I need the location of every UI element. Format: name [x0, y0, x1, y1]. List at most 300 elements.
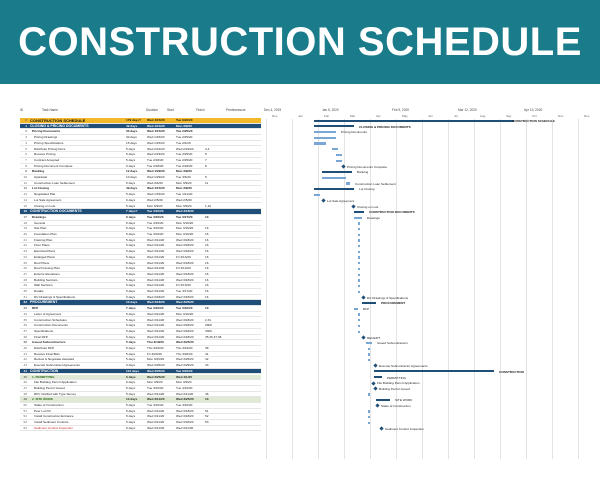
gantt-milestone[interactable] — [373, 364, 377, 368]
task-name: Foundation Plan — [34, 232, 57, 236]
gantt-milestone[interactable] — [341, 164, 345, 168]
task-id: 53 — [23, 420, 27, 425]
gantt-bar-label: CONSTRUCTION DOCUMENTS — [369, 210, 415, 215]
task-start: Wed 1/15/20 — [147, 123, 165, 128]
task-name: Letter of Agreement — [34, 311, 62, 316]
task-predecessors: 43 — [205, 363, 209, 368]
task-finish: Mon 3/16/20 — [176, 226, 194, 231]
task-start: Wed 3/11/20 — [147, 254, 165, 259]
task-finish: Thu 3/19/20 — [176, 346, 193, 350]
task-finish: Mon 3/9/20 — [176, 180, 192, 185]
task-name: RFP — [32, 306, 39, 311]
task-finish: Wed 3/18/20 — [176, 243, 194, 248]
task-name: Electrical Plans — [34, 249, 56, 254]
task-id: 45 — [23, 374, 27, 379]
task-duration: 5 days — [126, 260, 136, 265]
task-duration: 0 days — [126, 163, 136, 168]
gantt-bar[interactable] — [368, 416, 370, 418]
task-start: Wed 2/12/20 — [147, 146, 165, 151]
gantt-summary-bar[interactable] — [374, 376, 382, 378]
task-duration: 0 days — [126, 380, 136, 385]
task-duration: 179 days? — [126, 118, 141, 122]
task-id: 29 — [23, 283, 27, 288]
task-duration: 7 days? — [126, 209, 138, 214]
header-finish[interactable]: Finish — [196, 108, 205, 112]
timeline-month: Feb — [324, 114, 330, 118]
header-predecessors[interactable]: Predecessors — [226, 108, 246, 112]
task-duration: 5 days — [126, 351, 136, 356]
gantt-bar[interactable] — [314, 142, 326, 144]
gantt-bar-label: PERMITTING — [387, 375, 407, 380]
task-id: 4 — [25, 140, 27, 145]
task-name: CONSTRUCTION SCHEDULE — [30, 118, 86, 123]
task-finish: Wed 4/1/20 — [176, 374, 192, 379]
task-name: Enlarged Plans — [34, 254, 55, 259]
task-start: Mon 3/23/20 — [147, 357, 165, 362]
timeline-month: Sep — [506, 114, 512, 118]
gantt-milestone[interactable] — [379, 426, 383, 430]
task-start: Tue 2/18/20 — [147, 157, 164, 162]
gantt-summary-bar[interactable] — [376, 399, 390, 401]
task-start: Tue 3/10/20 — [147, 209, 164, 214]
gantt-bar[interactable] — [358, 279, 360, 281]
task-name: Floor Plans — [34, 243, 50, 248]
task-id: 7 — [25, 157, 27, 162]
task-start: Wed 3/11/20 — [147, 414, 165, 419]
task-duration: 5 days — [126, 323, 136, 328]
task-name: Construction Documents — [34, 323, 68, 328]
task-name: RFC Notified with Type Survey — [34, 391, 77, 396]
task-start: Wed 3/11/20 — [147, 271, 165, 276]
task-start: Wed 3/11/20 — [147, 323, 165, 328]
task-id: 24 — [23, 254, 27, 259]
task-name: Building Permit Issued — [34, 385, 65, 390]
task-name: Install Construction Entrance — [34, 414, 74, 419]
task-finish: Mon 3/16/20 — [176, 311, 194, 316]
task-finish: Tue 3/10/20 — [176, 403, 193, 407]
task-predecessors: 16 — [205, 249, 209, 254]
task-start: Tue 3/10/20 — [147, 306, 164, 311]
task-id: 22 — [23, 243, 27, 248]
task-start: Thu 3/19/20 — [147, 340, 164, 345]
task-name: Distribute RFP — [34, 346, 55, 350]
banner-title: CONSTRUCTION SCHEDULE — [18, 19, 582, 64]
gantt-bar[interactable] — [358, 285, 360, 287]
task-id: 36 — [23, 323, 27, 328]
task-finish: Wed 3/18/20 — [176, 260, 194, 265]
gantt-milestone[interactable] — [351, 204, 355, 208]
task-start: Wed 3/18/20 — [147, 300, 165, 305]
task-duration: 6 days — [126, 214, 136, 219]
gantt-bar[interactable] — [368, 422, 370, 424]
gantt-bar[interactable] — [358, 234, 360, 236]
task-finish: Wed 3/18/20 — [176, 294, 194, 299]
task-finish: Mon 3/9/20 — [176, 123, 192, 128]
task-id: 26 — [23, 266, 27, 271]
task-start: Wed 3/11/20 — [147, 277, 165, 282]
task-id: 21 — [23, 237, 27, 242]
timeline-date: Jan 5, 2020 — [322, 108, 339, 112]
gantt-bar[interactable] — [358, 268, 360, 270]
task-duration: 5 days — [126, 346, 136, 350]
task-id: 0 — [25, 118, 27, 122]
task-id: 52 — [23, 414, 27, 419]
task-predecessors: 2,31 — [205, 317, 212, 322]
task-name: Negotiated Plat — [34, 192, 56, 197]
gantt-summary-bar[interactable] — [322, 171, 352, 173]
task-predecessors: 16 — [205, 243, 209, 248]
task-duration: 5 days — [126, 146, 136, 151]
task-id: 14 — [23, 197, 27, 202]
gantt-bar[interactable] — [332, 148, 338, 150]
task-name: Specifications — [34, 328, 54, 333]
task-predecessors: 33FF — [205, 323, 213, 328]
task-predecessors: 5 — [205, 152, 207, 157]
gantt-bar[interactable] — [336, 160, 342, 162]
header-duration[interactable]: Duration — [146, 108, 159, 112]
gantt-bar-label: Closing on Lots — [357, 204, 379, 209]
task-name: General — [34, 220, 46, 225]
task-name: Execute Subcontract Agreements — [34, 363, 80, 368]
gantt-summary-bar[interactable] — [314, 125, 354, 127]
gantt-milestone[interactable] — [375, 404, 379, 408]
gantt-bar[interactable] — [346, 182, 350, 184]
task-id: 2 — [25, 129, 27, 134]
gantt-bar[interactable] — [354, 217, 362, 219]
task-predecessors: 5 — [205, 175, 207, 179]
title-banner — [0, 0, 600, 84]
task-start: Wed 3/11/20 — [147, 311, 165, 316]
task-name: File Building Permit Application — [34, 380, 77, 385]
task-id: 39 — [23, 340, 27, 345]
task-start: Tue 3/10/20 — [147, 226, 164, 231]
task-id: 10 — [23, 175, 27, 179]
task-duration: 5 days — [126, 385, 136, 390]
task-id: 50 — [23, 403, 27, 407]
gantt-bar[interactable] — [358, 228, 360, 230]
task-predecessors: 16 — [205, 283, 209, 288]
task-finish: Tue 3/3/20 — [176, 175, 191, 179]
task-name: Roof Framing Plan — [34, 266, 60, 271]
task-row[interactable] — [20, 426, 261, 432]
task-id: 23 — [23, 249, 27, 254]
task-duration: 5 days — [126, 232, 136, 236]
gantt-bar-label: Execute Subcontractor Agreements — [379, 364, 428, 369]
task-id: 43 — [23, 363, 27, 368]
gantt-bar[interactable] — [322, 177, 346, 179]
task-id: 30 — [23, 289, 27, 293]
gantt-bar[interactable] — [354, 308, 358, 310]
task-start: Mon 3/9/20 — [147, 380, 163, 385]
gantt-bar[interactable] — [358, 245, 360, 247]
gantt-bar[interactable] — [368, 359, 370, 361]
gantt-bar[interactable] — [358, 251, 360, 253]
gantt-bar-label: CONSTRUCTION — [499, 369, 524, 374]
task-duration: 5 days — [126, 254, 136, 259]
task-duration: 0 days — [126, 197, 136, 202]
task-name: Framing Plan — [34, 237, 53, 242]
task-id: 31 — [23, 294, 27, 299]
task-duration: 5 days — [126, 414, 136, 419]
task-start: Wed 3/4/20 — [147, 180, 163, 185]
gantt-milestone[interactable] — [373, 387, 377, 391]
gantt-bar[interactable] — [358, 325, 360, 327]
task-name: Contract Accepted — [34, 157, 60, 162]
gantt-bar[interactable] — [314, 131, 336, 133]
task-start: Wed 1/15/20 — [147, 135, 165, 140]
task-finish: Wed 3/18/20 — [176, 277, 194, 282]
gantt-bar-label: DC Drawings & Specifications — [367, 295, 409, 300]
gantt-bar-label: Issued Subcontractors — [377, 341, 408, 346]
task-name: Lot Closing — [32, 186, 50, 191]
gantt-bar[interactable] — [358, 222, 360, 224]
task-duration: 0 days — [126, 294, 136, 299]
task-finish: Tue 2/25/20 — [176, 135, 193, 140]
task-start: Wed 1/29/20 — [147, 175, 165, 179]
task-id: 28 — [23, 277, 27, 282]
header-id[interactable]: ID — [20, 108, 24, 112]
task-id: 48 — [23, 391, 27, 396]
gantt-summary-bar[interactable] — [374, 370, 494, 372]
task-name: PROCUREMENT — [30, 300, 58, 305]
task-predecessors: 8 — [205, 163, 207, 168]
task-duration: 30 days — [126, 135, 137, 140]
gantt-bar-label: Pricing Documents Complete — [347, 164, 388, 169]
task-id: 32 — [23, 300, 27, 305]
task-duration: 5 days — [126, 334, 136, 339]
header-task-name[interactable]: Task Name — [42, 108, 58, 112]
task-id: 38 — [23, 334, 27, 339]
gantt-summary-bar[interactable] — [314, 120, 514, 122]
task-id: 13 — [23, 192, 27, 197]
task-name: Building Sections — [34, 277, 58, 282]
task-name: Drawings — [32, 214, 46, 219]
task-finish: Wed 3/25/20 — [176, 357, 194, 362]
task-start: Wed 3/11/20 — [147, 237, 165, 242]
task-start: Tue 3/10/20 — [147, 232, 164, 236]
schedule-sheet — [0, 108, 600, 488]
task-name: Appraisal — [34, 175, 47, 179]
task-finish: Tue 2/25/20 — [176, 152, 193, 157]
task-name: Install Sediment Controls — [34, 420, 69, 425]
task-id: 25 — [23, 260, 27, 265]
gantt-bar[interactable] — [358, 256, 360, 258]
gantt-bar[interactable] — [358, 291, 360, 293]
task-finish: Tue 2/25/20 — [176, 129, 193, 134]
task-id: 49 — [23, 397, 27, 402]
task-finish: Mon 3/9/20 — [176, 203, 192, 208]
task-start: Wed 3/25/20 — [147, 363, 165, 368]
task-name: Banking — [32, 169, 45, 174]
task-name: CONSTRUCTION DOCUMENTS — [30, 209, 82, 214]
task-duration: 10 days — [126, 175, 137, 179]
timeline-date: Apr 13, 2020 — [524, 108, 543, 112]
timeline-month: Oct — [532, 114, 537, 118]
gantt-bar-label: SITE WORK — [395, 398, 413, 403]
task-id: 5 — [25, 146, 27, 151]
task-name: Details — [34, 289, 44, 293]
task-finish: Wed 3/25/20 — [176, 397, 194, 402]
task-start: Wed 3/11/20 — [147, 328, 165, 333]
task-name: Closing on Lots — [34, 203, 56, 208]
timeline-month: Dec — [272, 114, 278, 118]
task-start: Thu 3/19/20 — [147, 346, 164, 350]
gantt-milestone[interactable] — [321, 198, 325, 202]
gantt-bar[interactable] — [358, 262, 360, 264]
gantt-bar-label: Sediment Control Inspection — [385, 426, 424, 431]
task-duration: 5 days — [126, 243, 136, 248]
gantt-bar[interactable] — [366, 342, 372, 344]
task-name: Site Plan — [34, 226, 47, 231]
task-duration: 5 days — [126, 266, 136, 271]
gantt-bar[interactable] — [368, 393, 370, 395]
task-id: 33 — [23, 306, 27, 311]
task-start: Tue 3/10/20 — [147, 220, 164, 225]
task-start: Tue 3/10/20 — [147, 403, 164, 407]
task-id: 3 — [25, 135, 27, 140]
gantt-bar[interactable] — [358, 319, 360, 321]
task-predecessors: 35,36,37,38 — [205, 334, 222, 339]
task-duration: 6 days — [126, 374, 136, 379]
task-finish: Fri 3/13/20 — [176, 254, 191, 259]
task-id: 51 — [23, 408, 27, 413]
task-duration: 5 days — [126, 180, 136, 185]
task-id: 40 — [23, 346, 27, 350]
gantt-chart — [262, 108, 600, 488]
header-start[interactable]: Start — [167, 108, 174, 112]
task-duration: 5 days — [126, 289, 136, 293]
task-duration: 5 days — [126, 283, 136, 288]
task-name: Pricing Specifications — [34, 140, 64, 145]
task-id: 17 — [23, 214, 27, 219]
task-finish: Tue 3/17/20 — [176, 289, 193, 293]
gantt-summary-bar[interactable] — [354, 211, 364, 213]
gantt-bar[interactable] — [336, 154, 342, 156]
task-name: CONSTRUCTION — [30, 368, 59, 373]
task-predecessors: 16 — [205, 266, 209, 271]
task-name: Construction Loan Settlement — [34, 180, 75, 185]
task-id: 8 — [25, 163, 27, 168]
task-name: DC Drawings & Specifications — [34, 294, 76, 299]
task-duration: 5 days — [126, 237, 136, 242]
task-id: 44 — [23, 368, 27, 373]
task-id: 18 — [23, 220, 27, 225]
gantt-bar[interactable] — [358, 239, 360, 241]
timeline-month: Aug — [480, 114, 486, 118]
gantt-bar[interactable] — [358, 313, 360, 315]
task-start: Wed 3/11/20 — [147, 260, 165, 265]
task-predecessors: 16 — [205, 294, 209, 299]
task-start: Wed 3/11/20 — [147, 266, 165, 271]
task-duration: 7 days — [126, 306, 136, 311]
task-duration: 5 days — [126, 249, 136, 254]
task-finish: Tue 3/10/20 — [176, 385, 193, 390]
gantt-bar[interactable] — [314, 137, 336, 139]
gantt-bar[interactable] — [368, 410, 370, 412]
task-id: 15 — [23, 203, 27, 208]
task-start: Wed 3/25/20 — [147, 374, 165, 379]
gantt-milestone[interactable] — [361, 295, 365, 299]
task-start: Wed 3/11/20 — [147, 283, 165, 288]
task-name: Final RFP — [34, 334, 48, 339]
task-duration: 13 days — [126, 300, 138, 305]
task-finish: Wed 3/18/20 — [176, 420, 194, 425]
task-predecessors: 16 — [205, 232, 209, 236]
task-duration: 5 days — [126, 157, 136, 162]
task-finish: Wed 3/18/20 — [176, 334, 194, 339]
task-finish: Wed 2/5/20 — [176, 197, 192, 202]
task-id: 42 — [23, 357, 27, 362]
task-name: Stake of Construction — [34, 403, 64, 407]
gantt-summary-bar[interactable] — [314, 188, 354, 190]
timeline-month: May — [402, 114, 408, 118]
task-finish: Tue 9/22/20 — [176, 368, 193, 373]
gantt-bar-label: CONSTRUCTION SCHEDULE — [512, 119, 555, 123]
task-id: 12 — [23, 186, 27, 191]
gantt-bar[interactable] — [368, 348, 370, 350]
task-name: Exterior Elevations — [34, 271, 60, 276]
gantt-bar[interactable] — [314, 194, 320, 196]
task-predecessors: 46 — [205, 391, 209, 396]
gantt-milestone[interactable] — [361, 335, 365, 339]
timeline-month: Apr — [376, 114, 381, 118]
task-predecessors: 33FF — [205, 328, 213, 333]
task-finish: Wed 3/18/20 — [176, 323, 194, 328]
task-predecessors: 16 — [205, 254, 209, 259]
task-start: Wed 3/11/20 — [147, 249, 165, 254]
task-name: Pricing Document Complete — [34, 163, 73, 168]
task-finish: Wed 3/18/20 — [176, 209, 194, 214]
task-duration: 15 days — [126, 140, 137, 145]
task-name: Issued Subcontractors — [32, 340, 66, 345]
gantt-summary-bar[interactable] — [362, 302, 376, 304]
task-finish: Wed 3/18/20 — [176, 317, 194, 322]
task-finish: Wed 3/18/20 — [176, 408, 194, 413]
task-name: Lot Sale Agreement — [34, 197, 62, 202]
gantt-bar[interactable] — [358, 274, 360, 276]
task-finish: Wed 3/11/20 — [176, 425, 194, 430]
task-id: 20 — [23, 232, 27, 236]
task-duration: 5 days — [126, 220, 136, 225]
task-predecessors: 13 — [205, 214, 209, 219]
task-finish: Tue 3/17/20 — [176, 214, 193, 219]
task-name: Construction Schedules — [34, 317, 67, 322]
gantt-bar[interactable] — [368, 353, 370, 355]
task-duration: 12 days — [126, 169, 138, 174]
task-duration: 5 days — [126, 357, 136, 362]
task-start: Wed 3/25/20 — [147, 368, 165, 373]
task-predecessors: 41 — [205, 351, 209, 356]
timeline-month: Nov — [558, 114, 564, 118]
task-name: Sediment Control Inspection — [34, 425, 73, 430]
task-duration: 5 days — [126, 152, 136, 157]
timeline-date: Dec 4, 2019 — [264, 108, 282, 112]
task-finish: Fri 3/13/20 — [176, 266, 191, 271]
task-id: 11 — [23, 180, 27, 185]
task-id: 41 — [23, 351, 27, 356]
task-start: Wed 1/15/20 — [147, 129, 165, 134]
task-duration: 5 days — [126, 317, 136, 322]
task-start: Wed 3/11/20 — [147, 289, 165, 293]
timeline-date: Feb 9, 2020 — [392, 108, 410, 112]
gantt-milestone[interactable] — [371, 381, 375, 385]
task-predecessors: 11 — [205, 180, 209, 185]
task-finish: Wed 3/25/20 — [176, 340, 194, 345]
task-predecessors: 53 — [205, 420, 209, 425]
gantt-bar[interactable] — [358, 331, 360, 333]
task-duration: 5 days — [126, 328, 136, 333]
timeline-month: Dec — [584, 114, 590, 118]
